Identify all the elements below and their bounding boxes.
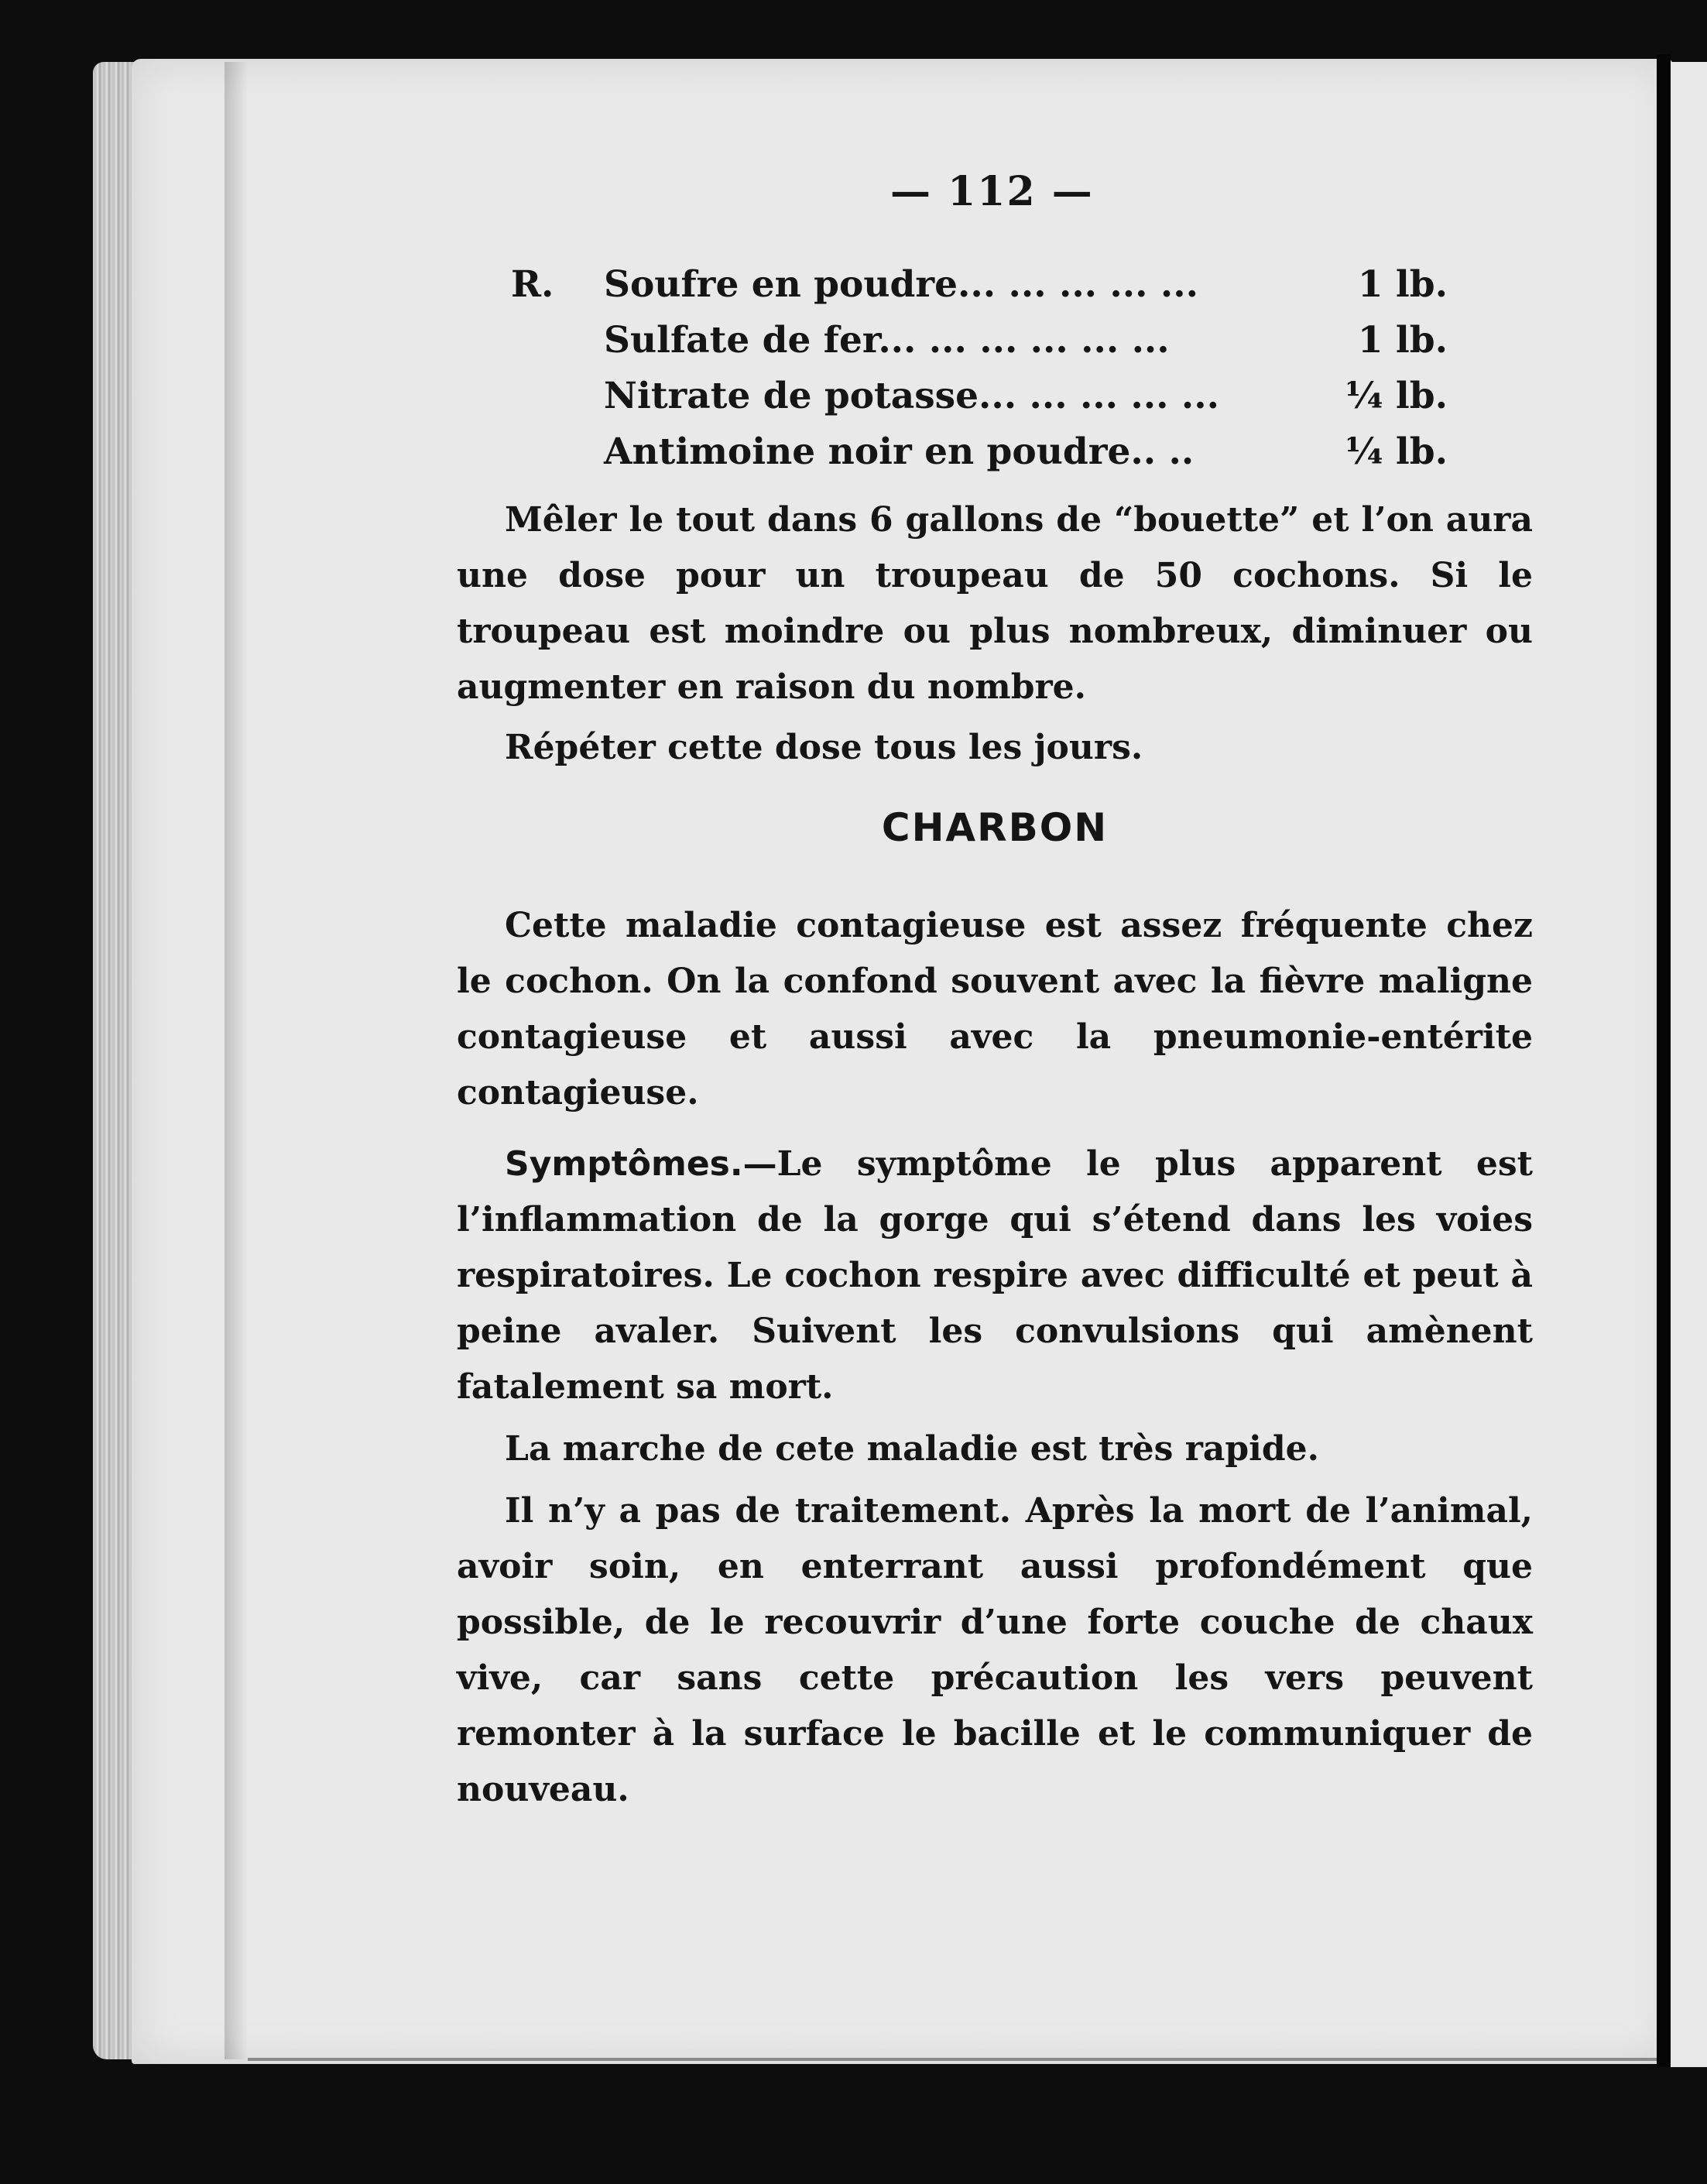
recipe-quantity: ¼ lb.	[1345, 375, 1448, 417]
recipe-item	[604, 319, 1448, 375]
treatment-paragraph: Il n’y a pas de traitement. Après la mort de l’animal, avoir soin, en enterrant aussi profondément que possible, de le recouvrir d’une forte couche de chaux vive, car sans cette précaution les vers peuvent remonter à la surface le bacille et le communiquer de nouveau.	[457, 1491, 1533, 1809]
symptoms-paragraph	[457, 1137, 1533, 1415]
recipe-item	[604, 375, 1448, 430]
binding-strip	[1657, 54, 1671, 2067]
page-bottom-edge	[248, 2058, 1664, 2061]
recipe-quantity: 1 lb.	[1357, 319, 1448, 362]
recipe-quantity: ¼ lb.	[1345, 430, 1448, 473]
page-gutter-shadow	[225, 62, 248, 2059]
page-number: — 112 —	[890, 168, 1094, 215]
symptoms-label: Symptômes.	[505, 1144, 743, 1184]
recipe-item	[604, 263, 1448, 319]
recipe-ingredient: Soufre en poudre... ... ... ... ...	[604, 263, 1198, 306]
symptoms-text: —Le symptôme le plus apparent est l’inflammation de la gorge qui s’étend dans les voies respiratoires. Le cochon respire avec difficulté et peut à peine avaler. Suivent les convulsions qui amènent fatalement sa mort.	[457, 1144, 1533, 1407]
recipe-quantity: 1 lb.	[1357, 263, 1448, 306]
progress-paragraph: La marche de cete maladie est très rapide.	[505, 1429, 1319, 1469]
recipe-ingredient: Sulfate de fer... ... ... ... ... ...	[604, 319, 1170, 362]
recipe-ingredient: Nitrate de potasse... ... ... ... ...	[604, 375, 1219, 417]
recipe-prefix: R.	[511, 263, 554, 306]
recipe-ingredient: Antimoine noir en poudre.. ..	[604, 430, 1195, 473]
repeat-paragraph: Répéter cette dose tous les jours.	[505, 728, 1143, 767]
section-heading: CHARBON	[881, 805, 1109, 850]
intro-paragraph: Cette maladie contagieuse est assez fréquente chez le cochon. On la confond souvent avec la fièvre maligne contagieuse et aussi avec la pneumonie-entérite contagieuse.	[457, 906, 1533, 1113]
mix-paragraph: Mêler le tout dans 6 gallons de “bouette” et l’on aura une dose pour un troupeau de 50 cochons. Si le troupeau est moindre ou plus nombreux, diminuer ou augmenter en raison du nombre.	[457, 500, 1533, 707]
recipe-item	[604, 430, 1448, 486]
next-page-edge	[1671, 62, 1707, 2067]
